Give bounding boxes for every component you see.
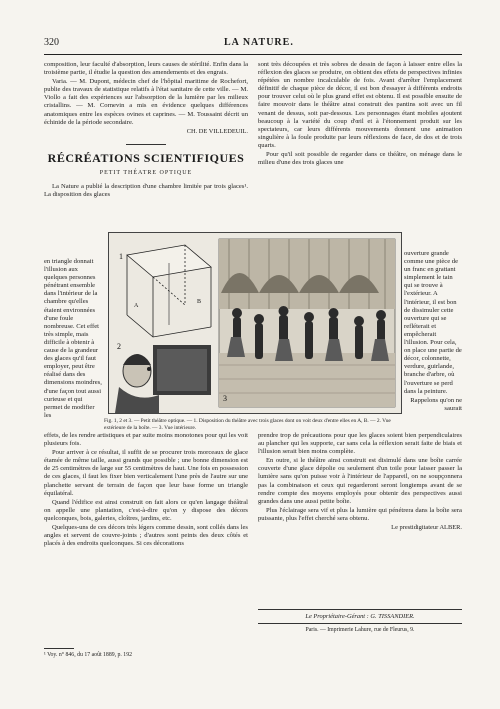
paragraph: En outre, si le théâtre ainsi construit est disimulé dans une boîte carrée couverte d'une glace dépolie ou seulement d'un toile pour laisser passer la lumière sans qu'on puisse voir à l'intérieur de l'appareil, on ne soupçonnera pas la combinaison et ceux qui regarderont seront longtemps avant de se rendre compte des moyens employés pour obtenir des perspectives aussi grandes dans une aussi petite boîte. (258, 457, 462, 505)
figure-label-3: 3 (223, 394, 227, 403)
figure-label-b: B (197, 299, 202, 305)
paragraph: Pour arriver à ce résultat, il suffit de se procurer trois morceaux de glace étamée de même taille, aussi grands que possible ; une bonne dimension est de 25 centimètres de large sur 55 centimètres de haut. Une fois en possession de ces glaces, il faut les fixer bien verticalement l'une près de l'autre sur une planchette servant de terrain de façon que leur base forme un triangle équilatéral. (44, 449, 248, 497)
figure-label-1: 1 (119, 252, 123, 261)
paragraph: Quand l'édifice est ainsi construit on fait alors ce qu'en langage théâtral on appelle une plantation, c'est-à-dire qu'on y dispose des décors quelconques, bois, galeries, cloîtres, jardins, etc. (44, 498, 248, 522)
column-1-wrap (44, 258, 102, 421)
paragraph: Quelques-uns de ces décors très légers comme dessin, sont collés dans les angles et servent de couvre-joints ; d'autres sont peints des deux côtés et placés à des endroits quelconques. Si ces décorations (44, 524, 248, 548)
article-title: RÉCRÉATIONS SCIENTIFIQUES (47, 150, 245, 165)
paragraph: sont très découpées et très sobres de dessin de façon à laisser entre elles la réflexion des glaces se produire, on obtient des effets de perspectives infinies répétées un nombre incalculable de fois. Avant d'arrêter l'emplacement définitif de chaque pièce de décor, il est bon d'essayer à différents endroits pour trouver celui où le plus grand effet est obtenu. Il est possible ensuite de faire mouvoir dans le théâtre ainsi construit des pantins soit avec un fil venant de dessus, soit par-dessous. Les personnages étant mobiles ajoutent beaucoup à la variété du coup d'œil et à l'étonnement produit sur les spectateurs, car leurs différents mouvements donnent une animation singulière à la foule produite par leurs réflexions de face, de dos et de trois quarts. (258, 61, 462, 149)
paragraph-varia: Varia. — M. Dupont, médecin chef de l'hôpital maritime de Rochefort, publie des travaux de statistique relatifs à l'état sanitaire de cette ville. — M. Viollo a fait des expériences sur l'absorption de la lumière par les milieux cristallins. — M. Cornevin a mis en évidence quelques différences anatomiques entre les espèces ovines et caprines. — M. Toussaint décrit un échinide de la période secondaire. (44, 78, 248, 126)
footnote: ¹ Voy. n° 846, du 17 août 1889, p. 192 (44, 652, 133, 658)
column-2-wrap (404, 250, 462, 414)
section-divider (126, 144, 166, 145)
footnote-rule (44, 648, 74, 649)
figure-label-2: 2 (117, 342, 121, 351)
paragraph: Pour qu'il soit possible de regarder dans ce théâtre, on ménage dans le milieu d'une des trois glaces une (258, 151, 462, 167)
author-signature: Le prestidigitateur ALBER. (391, 524, 462, 532)
paragraph-wrap: ouverture grande comme une pièce de un franc en grattant simplement le tain qui se trouve à l'extérieur. A l'intérieur, il est bon de dissimuler cette ouverture qui se refléterait et empêcherait l'illusion. Pour cela, on place une partie de décor, colonnette, verdure, guirlande, branche d'arbre, où l'ouverture se perd dans la peinture. (404, 250, 462, 395)
article-subtitle: PETIT THÉATRE OPTIQUE (99, 169, 193, 176)
engraving-figure (108, 232, 402, 414)
page-number: 320 (44, 37, 59, 48)
paragraph: effets, de les rendre artistiques et par suite moins monotones pour qui les voit plusieurs fois. (44, 432, 248, 448)
paragraph-wrap-tail: Rappelons qu'on ne saurait (410, 396, 462, 412)
imprint-rule-bottom (258, 623, 462, 624)
signature: CH. DE VILLEDEUIL. (186, 127, 248, 135)
figure-label-a: A (134, 303, 139, 309)
figure-caption: Fig. 1, 2 et 3. — Petit théâtre optique. — 1. Disposition du théâtre avec trois glaces dont on voit deux d'entre elles en A, B. — 2. Vue extérieure de la boîte. — 3. Vue intérieure. (104, 418, 391, 431)
column-2-top (258, 61, 462, 168)
column-1-bottom (44, 432, 248, 549)
journal-title: LA NATURE. (224, 37, 294, 48)
paragraph: composition, leur faculté d'absorption, leurs causes de stérilité. Enfin dans la troisième partie, il étudie la question des amendements et des engrais. (44, 61, 248, 77)
paragraph: Plus l'éclairage sera vif et plus la lumière qui pénétrera dans la boîte sera puissante, plus l'effet cherché sera obtenu. (258, 506, 462, 522)
column-1-top (44, 61, 248, 200)
publisher-credit: Le Propriétaire-Gérant : G. TISSANDIER. (305, 613, 415, 620)
header-rule (44, 54, 462, 55)
page-header (44, 37, 462, 51)
imprint-rule-top (258, 609, 462, 610)
engraving-illustration (109, 233, 401, 413)
paragraph-wrap: en triangle donnait l'illusion aux quelques personnes pénétrant ensemble dans l'intérieur de la chambre qu'elles étaient environnées d'une foule nombreuse. Cet effet très simple, mais difficile à obtenir à cause de la grandeur des glaces qu'il faut employer, peut être réalisé dans des dimensions moindres, d'une façon tout aussi curieuse et qui permet de modifier les (44, 258, 102, 419)
paragraph: prendre trop de précautions pour que les glaces soient bien perpendiculaires au plancher qui les supporte, car sans cela la réflexion serait faite de biais et l'illusion serait bien moins complète. (258, 432, 462, 456)
printer-credit: Paris. — Imprimerie Lahure, rue de Fleurus, 9. (305, 627, 415, 633)
article-intro: La Nature a publié la description d'une chambre limitée par trois glaces¹. La disposition des glaces (44, 182, 248, 199)
column-2-bottom (258, 432, 462, 532)
imprint (258, 606, 462, 633)
